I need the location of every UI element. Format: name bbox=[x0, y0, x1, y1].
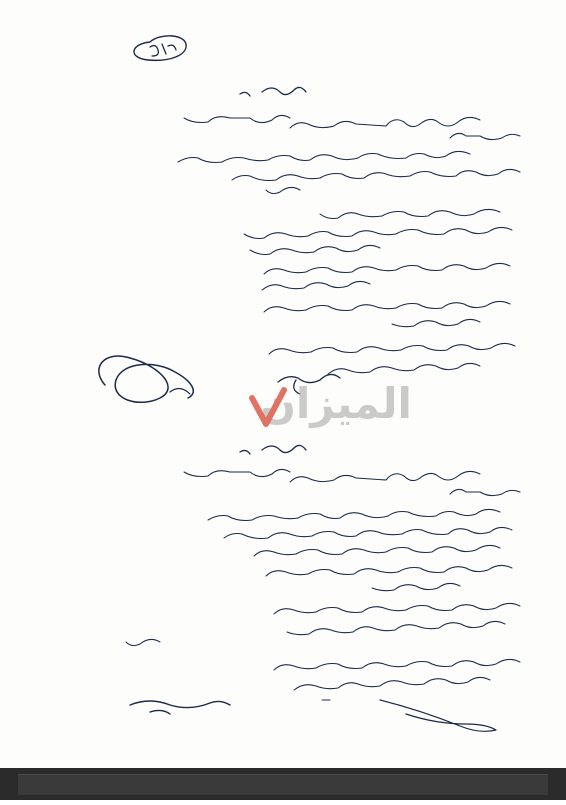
signature-1 bbox=[99, 356, 193, 402]
section-1-text bbox=[178, 115, 520, 374]
section-heading-2 bbox=[240, 445, 306, 454]
section-2-text bbox=[126, 469, 520, 700]
watermark-text: الميزان bbox=[260, 379, 412, 428]
section-heading-1 bbox=[240, 87, 306, 96]
page-number-mark bbox=[134, 36, 186, 61]
scanner-edge-inner bbox=[18, 774, 548, 795]
signature-3 bbox=[130, 700, 496, 731]
scanner-edge-band bbox=[0, 768, 566, 800]
watermark-logo bbox=[252, 360, 412, 430]
